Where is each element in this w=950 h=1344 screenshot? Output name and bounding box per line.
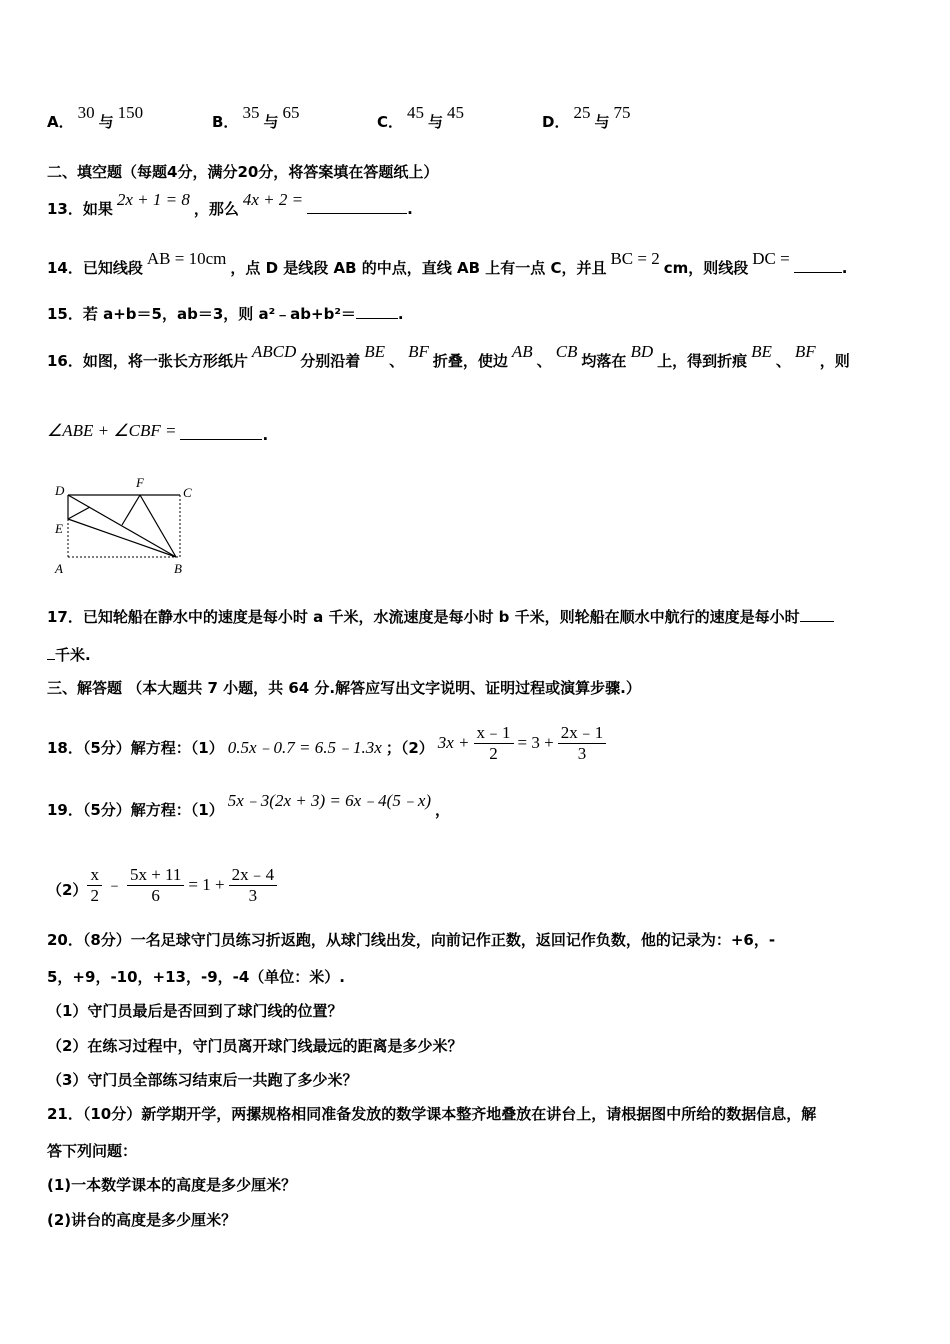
q16-text: ，则 <box>819 352 850 370</box>
q14-expr1: AB = 10cm <box>146 249 227 268</box>
q19-frac2 <box>127 865 184 906</box>
q18-eq1: 0.5x﹣0.7 = 6.5﹣1.3x <box>227 738 382 757</box>
question-19 <box>47 791 451 820</box>
q16-text: 上，得到折痕 <box>657 352 748 370</box>
q19-p2: （2） <box>47 881 88 899</box>
frac-den: 6 <box>151 886 160 905</box>
question-16 <box>47 342 850 371</box>
q18-frac1 <box>474 723 514 764</box>
option-letter: B． <box>212 113 239 131</box>
section-2-heading: 二、填空题（每题4分，满分20分，将答案填在答题纸上） <box>47 163 439 181</box>
question-21: 21．（10分）新学期开学，两摞规格相同准备发放的数学课本整齐地叠放在讲台上，请根据图中所给的数据信息，解 <box>47 1105 817 1123</box>
q19-eq1: 5x﹣3(2x + 3) = 6x﹣4(5﹣x) <box>227 791 432 810</box>
option-letter: C． <box>377 113 404 131</box>
question-15 <box>47 304 404 324</box>
label-a: A <box>55 561 63 576</box>
q16-text: 分别沿着 <box>300 352 361 370</box>
question-19-part2 <box>47 865 277 911</box>
option-value: 25 <box>573 103 591 122</box>
option-value: 45 <box>447 103 465 122</box>
label-f: F <box>136 475 144 490</box>
question-20-sub3: （3）守门员全部练习结束后一共跑了多少米？ <box>47 1071 358 1089</box>
q14-expr3: DC = <box>752 249 790 268</box>
q13-mid: ，那么 <box>193 200 239 218</box>
answer-blank[interactable] <box>800 609 834 622</box>
question-20-sub1: （1）守门员最后是否回到了球门线的位置？ <box>47 1002 343 1020</box>
q19-frac1 <box>87 865 102 906</box>
question-17-line2 <box>47 645 91 665</box>
q19-frac3 <box>229 865 278 906</box>
q18-eq2-part: 3x + <box>437 733 470 752</box>
option-conj: 与 <box>428 113 444 131</box>
option-c <box>377 103 468 132</box>
option-value: 75 <box>613 103 631 122</box>
frac-num: 2x﹣4 <box>229 865 278 886</box>
q19-sep: ， <box>435 801 451 819</box>
q18-prefix: 18．（5分）解方程：（1） <box>47 739 224 757</box>
answer-blank[interactable] <box>307 201 407 214</box>
q15-suffix: . <box>397 305 404 323</box>
frac-den: 2 <box>90 886 99 905</box>
option-value: 35 <box>242 103 260 122</box>
q14-mid1: ，点 D 是线段 AB 的中点，直线 AB 上有一点 C，并且 <box>230 259 607 277</box>
q14-expr2: BC = 2 <box>610 249 660 268</box>
fold-figure <box>52 473 202 583</box>
option-value: 65 <box>282 103 300 122</box>
option-conj: 与 <box>263 113 279 131</box>
label-b: B <box>174 561 182 576</box>
question-21-sub1: (1)一本数学课本的高度是多少厘米？ <box>47 1176 297 1194</box>
q15-text: 15．若 a+b＝5，ab＝3，则 a²﹣ab+b²＝ <box>47 305 356 323</box>
q16-sep: 、 <box>389 352 405 370</box>
option-conj: 与 <box>594 113 610 131</box>
q17-line1: 17．已知轮船在静水中的速度是每小时 a 千米，水流速度是每小时 b 千米，则轮船在顺水中航行的速度是每小时 <box>47 608 800 626</box>
frac-num: x﹣1 <box>474 723 514 744</box>
option-value: 150 <box>117 103 144 122</box>
label-e: E <box>55 521 63 536</box>
option-d <box>542 103 634 132</box>
option-value: 30 <box>77 103 95 122</box>
option-a <box>47 103 147 132</box>
fold-edge-2 <box>122 495 140 525</box>
answer-blank-cont[interactable] <box>47 647 55 660</box>
question-13 <box>47 190 413 219</box>
question-18 <box>47 723 606 769</box>
fold-edge-1 <box>68 507 90 519</box>
q16-seg: BE <box>751 342 772 361</box>
q13-prefix: 13．如果 <box>47 200 113 218</box>
option-conj: 与 <box>98 113 114 131</box>
q16-rect: ABCD <box>251 342 297 361</box>
question-21-line2: 答下列问题： <box>47 1142 138 1160</box>
question-16-line2 <box>47 421 269 445</box>
q19-mid: = 1 + <box>188 875 225 894</box>
label-d: D <box>55 483 65 498</box>
q16-text: 均落在 <box>581 352 627 370</box>
q16-seg: CB <box>555 342 578 361</box>
q16-seg: AB <box>511 342 533 361</box>
frac-num: 2x﹣1 <box>558 723 607 744</box>
frac-num: 5x + 11 <box>127 865 184 886</box>
answer-blank[interactable] <box>794 260 842 273</box>
q16-sep: 、 <box>536 352 552 370</box>
q13-expr1: 2x + 1 = 8 <box>116 190 190 209</box>
q17-line2: 千米. <box>55 646 91 664</box>
q13-expr2: 4x + 2 = <box>242 190 304 209</box>
option-b <box>212 103 303 132</box>
q16-sep: 、 <box>775 352 791 370</box>
question-20: 20．（8分）一名足球守门员练习折返跑，从球门线出发，向前记作正数，返回记作负数，他的记录为：+6，- <box>47 931 776 949</box>
frac-den: 3 <box>577 744 587 763</box>
q18-sep: ；（2） <box>385 739 434 757</box>
q16-text: 折叠，使边 <box>432 352 508 370</box>
answer-blank[interactable] <box>180 427 262 440</box>
option-value: 45 <box>407 103 425 122</box>
option-letter: D． <box>542 113 570 131</box>
q13-suffix: . <box>407 200 413 218</box>
q19-prefix: 19．（5分）解方程：（1） <box>47 801 224 819</box>
q14-mid2: cm，则线段 <box>663 259 749 277</box>
fold-figure-svg <box>52 473 202 583</box>
section-3-heading: 三、解答题 （本大题共 7 小题，共 64 分.解答应写出文字说明、证明过程或演算步骤.） <box>47 679 641 697</box>
option-letter: A． <box>47 113 74 131</box>
q16-seg: BD <box>630 342 654 361</box>
answer-blank[interactable] <box>356 306 398 319</box>
q14-suffix: . <box>841 259 848 277</box>
q19-minus: ﹣ <box>105 875 123 894</box>
q14-prefix: 14．已知线段 <box>47 259 143 277</box>
q16-seg: BE <box>364 342 386 361</box>
question-20-line2: 5，+9，-10，+13，-9，-4（单位：米）. <box>47 968 346 986</box>
question-20-sub2: （2）在练习过程中，守门员离开球门线最远的距离是多少米？ <box>47 1037 463 1055</box>
q16-text: 16．如图，将一张长方形纸片 <box>47 352 248 370</box>
question-17 <box>47 607 834 627</box>
q18-eq2-part: = 3 + <box>517 733 554 752</box>
frac-num: x <box>87 865 102 886</box>
frac-den: 2 <box>489 744 498 763</box>
q18-frac2 <box>558 723 607 764</box>
q16-angle-expr: ∠ABE + ∠CBF = <box>47 421 177 440</box>
frac-den: 3 <box>248 886 258 905</box>
crease-bf <box>140 495 176 557</box>
q16-seg: BF <box>794 342 816 361</box>
q16-suffix: . <box>262 426 269 444</box>
question-21-sub2: (2)讲台的高度是多少厘米？ <box>47 1211 237 1229</box>
diagonal-db <box>68 495 176 557</box>
question-14 <box>47 249 848 278</box>
label-c: C <box>183 485 192 500</box>
q16-seg: BF <box>408 342 429 361</box>
